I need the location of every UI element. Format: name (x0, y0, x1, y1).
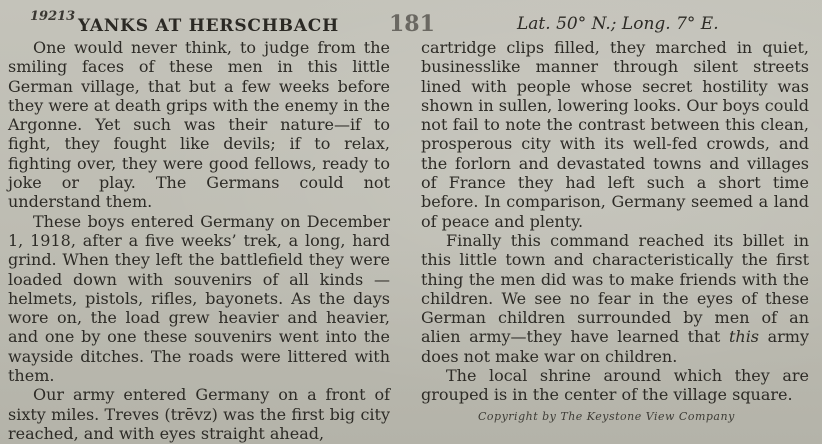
paragraph: The local shrine around which they are grouped is in the center of the village square. (421, 366, 809, 405)
paragraph: One would never think, to judge from the smiling faces of these men in this little German village, that but a few weeks before they were at death grips with the enemy in the Argonne. Yet such was their nature—if to fight, they fought like devils; if to relax, fighting over, they were good fellows, ready to joke or play. The Germans could not understand them. (8, 38, 390, 212)
paragraph: Our army entered Germany on a front of sixty miles. Treves (trēvz) was the first big city reached, and with eyes straight ahead, (8, 385, 390, 443)
left-text-column (8, 38, 390, 443)
paragraph-continued: cartridge clips filled, they marched in quiet, businesslike manner through silent streets lined with people whose secret hostility was shown in sullen, lowering looks. Our boys could not fail to note the contrast between this clean, prosperous city with its well-fed crowds, and the forlorn and devastated towns and villages of France they had left such a short time before. In comparison, Germany seemed a land of peace and plenty. (421, 38, 809, 231)
coordinates: Lat. 50° N.; Long. 7° E. (517, 14, 719, 34)
right-text-column (421, 38, 809, 405)
catalog-number: 19213 (30, 9, 76, 24)
card-title: YANKS AT HERSCHBACH (78, 16, 339, 36)
copyright-line: Copyright by The Keystone View Company (478, 410, 735, 423)
card-header (0, 0, 822, 40)
text-run: army does not make war on children. (421, 327, 809, 366)
text-run: Finally this command reached its billet in this little town and characteristically the first thing the men did was to make friends with the children. We see no fear in the eyes of these German children surrounded by men of an alien army—they have learned that (421, 230, 809, 347)
stamped-number: 181 (389, 11, 435, 37)
paragraph: These boys entered Germany on December 1, 1918, after a five weeks’ trek, a long, hard grind. When they left the battlefield they were loaded down with souvenirs of all kinds —helmets, pistols, rifles, bayonets. As the days wore on, the load grew heavier and heavier, and one by one these souvenirs went into the wayside ditches. The roads were littered with them. (8, 211, 390, 386)
emphasis-this: this (728, 327, 760, 347)
paragraph (421, 231, 809, 366)
